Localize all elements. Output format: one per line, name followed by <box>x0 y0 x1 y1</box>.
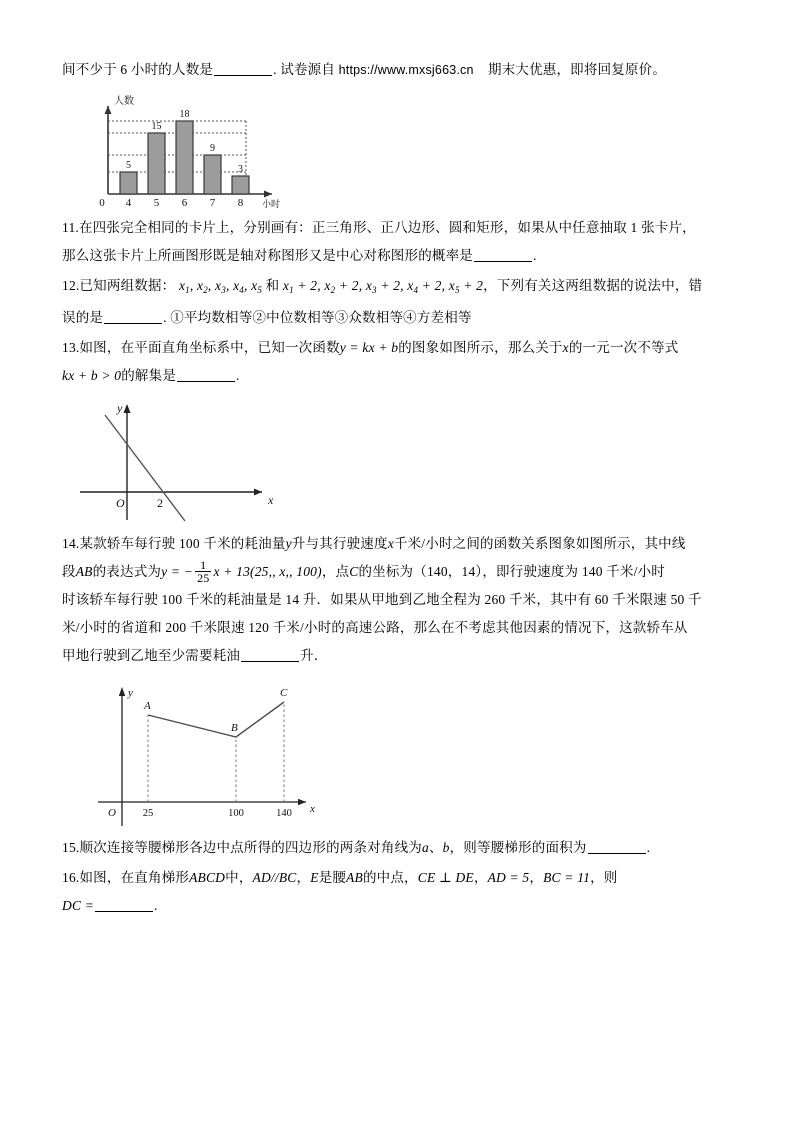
svg-text:小时: 小时 <box>262 200 281 208</box>
question-13-function: y = kx + b <box>339 340 399 355</box>
figure-line-graph-q14 <box>88 678 388 828</box>
svg-text:B: B <box>231 722 238 734</box>
question-15 <box>62 834 734 862</box>
line-graph-q13-svg <box>76 394 306 526</box>
question-13-tail: . <box>236 368 240 383</box>
question-13-line-1 <box>62 334 734 362</box>
svg-text:y: y <box>117 401 123 415</box>
answer-blank[interactable] <box>588 840 646 854</box>
question-16-c: 是腰 <box>318 870 347 885</box>
fraction-one-over-twentyfive <box>195 559 211 585</box>
question-11 <box>62 214 734 270</box>
question-15-mid: ，则等腰梯形的面积为 <box>449 840 587 855</box>
question-14-mid2: 千米/小时之间的函数关系图象如图所示，其中线 <box>393 536 686 551</box>
question-16-trapezoid-abcd: ABCD <box>189 870 226 885</box>
question-14-x-symbol: x <box>387 536 394 551</box>
promo-text: 期末大优惠，即将回复原价。 <box>487 62 667 77</box>
question-15-separator: 、 <box>428 840 443 855</box>
svg-text:y: y <box>128 687 133 699</box>
question-14-point-c: C <box>349 564 359 579</box>
svg-text:7: 7 <box>209 197 216 208</box>
answer-blank[interactable] <box>474 248 532 262</box>
question-16-bc-value: BC = 11 <box>543 870 591 885</box>
question-12-and: 和 <box>265 278 280 293</box>
question-14-line-1 <box>62 530 734 558</box>
question-15-line-1 <box>62 834 734 862</box>
question-14-line-3: 时该轿车每行驶 100 千米的耗油量是 14 升．如果从甲地到乙地全程为 260 千米，其中有 60 千米限速 50 千 <box>62 592 702 607</box>
question-14-line-2 <box>62 558 734 586</box>
answer-blank[interactable] <box>104 310 162 324</box>
svg-text:18: 18 <box>179 109 190 120</box>
question-14-prefix: 14.某款轿车每行驶 100 千米的耗油量 <box>62 536 286 551</box>
question-13-inequality: kx + b > 0 <box>62 368 122 383</box>
question-15-diagonal-b: b <box>442 840 450 855</box>
svg-text:8: 8 <box>237 197 244 208</box>
svg-text:A: A <box>144 700 151 712</box>
answer-blank[interactable] <box>177 368 235 382</box>
svg-text:5: 5 <box>126 160 131 171</box>
question-13-line-2 <box>62 362 734 390</box>
svg-text:9: 9 <box>210 143 215 154</box>
question-14 <box>62 530 734 670</box>
question-13-mid2: 的一元一次不等式 <box>568 340 679 355</box>
question-14-y-symbol: y <box>285 536 292 551</box>
svg-text:4: 4 <box>125 197 132 208</box>
answer-blank[interactable] <box>214 62 272 76</box>
question-11-line-1: 11.在四张完全相同的卡片上，分别画有：正三角形、正八边形、圆和矩形，如果从中任意抽取 1 张卡片， <box>62 220 696 235</box>
header-line <box>62 56 734 84</box>
question-13 <box>62 334 734 390</box>
document-content <box>62 56 734 922</box>
line-graph-q14-svg <box>88 678 388 828</box>
question-16-f: ， <box>529 870 544 885</box>
question-13-line-2-suffix: 的解集是 <box>121 368 177 383</box>
question-12-line-1 <box>62 272 734 304</box>
question-16 <box>62 864 734 920</box>
question-15-diagonal-a: a <box>421 840 429 855</box>
question-14-l2-mid: 的表达式为 <box>92 564 162 579</box>
question-16-prefix: 16.如图，在直角梯形 <box>62 870 190 885</box>
svg-text:x: x <box>310 803 315 815</box>
question-12 <box>62 272 734 332</box>
question-13-mid: 的图象如图所示，那么关于 <box>398 340 563 355</box>
question-16-line-1 <box>62 864 734 892</box>
question-12-prefix: 12.已知两组数据： <box>62 278 176 293</box>
question-11-tail: . <box>533 248 537 263</box>
question-12-dataset-b: $x_1 + 2$, $x_2 + 2$, $x_3 + 2$, $x_4 + 2$, $x_5 + 2$ <box>282 278 484 295</box>
answer-blank[interactable] <box>241 648 299 662</box>
question-16-b: ， <box>296 870 311 885</box>
fraction-numerator: 1 <box>195 559 211 573</box>
question-14-equation-lhs: y = − <box>161 564 194 579</box>
svg-text:140: 140 <box>276 808 292 819</box>
question-13-prefix: 13.如图，在平面直角坐标系中，已知一次函数 <box>62 340 340 355</box>
fraction-denominator: 25 <box>197 571 210 586</box>
figure-line-graph-q13 <box>76 394 306 526</box>
svg-text:6: 6 <box>181 197 188 208</box>
question-14-l2-tail: ，点 <box>321 564 350 579</box>
question-14-l2-prefix: 段 <box>62 564 76 579</box>
question-16-d: 的中点， <box>362 870 418 885</box>
question-14-line-4: 米/小时的省道和 200 千米限速 120 千米/小时的高速公路，那么在不考虑其他因素的情况下，这款轿车从 <box>62 620 688 635</box>
question-14-l5-suffix: 升． <box>300 648 328 663</box>
question-16-side-ab: AB <box>346 870 363 885</box>
question-16-perpendicular: CE ⊥ DE <box>417 870 474 885</box>
question-14-segment-ab: AB <box>75 564 93 579</box>
question-14-l5-prefix: 甲地行驶到乙地至少需要耗油 <box>62 648 241 663</box>
svg-text:15: 15 <box>151 121 162 132</box>
header-line-prefix: 间不少于 6 小时的人数是 <box>62 62 214 77</box>
question-16-e: ， <box>473 870 488 885</box>
svg-text:25: 25 <box>142 808 154 819</box>
question-12-line-2 <box>62 304 734 332</box>
question-14-l2-tail2: 的坐标为（140，14），即行驶速度为 140 千米/小时 <box>358 564 666 579</box>
question-11-line-2 <box>62 242 734 270</box>
question-16-a: 中， <box>225 870 253 885</box>
question-13-variable-x: x <box>562 340 569 355</box>
source-url[interactable]: https://www.mxsj663.cn <box>338 63 474 77</box>
svg-text:x: x <box>268 493 274 507</box>
svg-text:2: 2 <box>157 496 163 510</box>
question-16-tail: . <box>154 898 158 913</box>
bar-chart-svg <box>76 90 306 208</box>
question-16-line-2 <box>62 892 734 920</box>
svg-text:3: 3 <box>238 164 243 175</box>
question-11-line-2-text: 那么这张卡片上所画图形既是轴对称图形又是中心对称图形的概率是 <box>62 248 473 263</box>
svg-text:人数: 人数 <box>114 96 134 107</box>
question-12-suffix: ，下列有关这两组数据的说法中，错 <box>483 278 703 293</box>
svg-text:0: 0 <box>99 197 105 208</box>
question-16-point-e: E <box>310 870 319 885</box>
svg-text:C: C <box>280 687 288 699</box>
figure-bar-chart <box>76 90 306 208</box>
question-12-line-2-prefix: 误的是 <box>62 310 104 325</box>
svg-text:100: 100 <box>228 808 244 819</box>
answer-blank[interactable] <box>95 898 153 912</box>
question-14-line-5 <box>62 642 734 670</box>
question-16-g: ，则 <box>590 870 618 885</box>
question-16-dc-prefix: DC = <box>62 898 95 913</box>
question-15-prefix: 15.顺次连接等腰梯形各边中点所得的四边形的两条对角线为 <box>62 840 422 855</box>
svg-text:O: O <box>116 496 125 510</box>
question-12-dataset-a: $x_1$, $x_2$, $x_3$, $x_4$, $x_5$ <box>178 278 263 295</box>
svg-text:5: 5 <box>153 197 160 208</box>
question-16-parallel-ad-bc: AD//BC <box>252 870 297 885</box>
header-line-mid: . 试卷源自 <box>273 62 336 77</box>
question-14-mid: 升与其行驶速度 <box>291 536 388 551</box>
question-12-line-2-suffix: . ①平均数相等②中位数相等③众数相等④方差相等 <box>163 310 472 325</box>
question-14-equation-rhs: x + 13(25,, x,, 100) <box>213 564 322 579</box>
question-16-ad-value: AD = 5 <box>487 870 530 885</box>
question-15-tail: . <box>646 840 651 855</box>
svg-text:O: O <box>108 807 116 819</box>
